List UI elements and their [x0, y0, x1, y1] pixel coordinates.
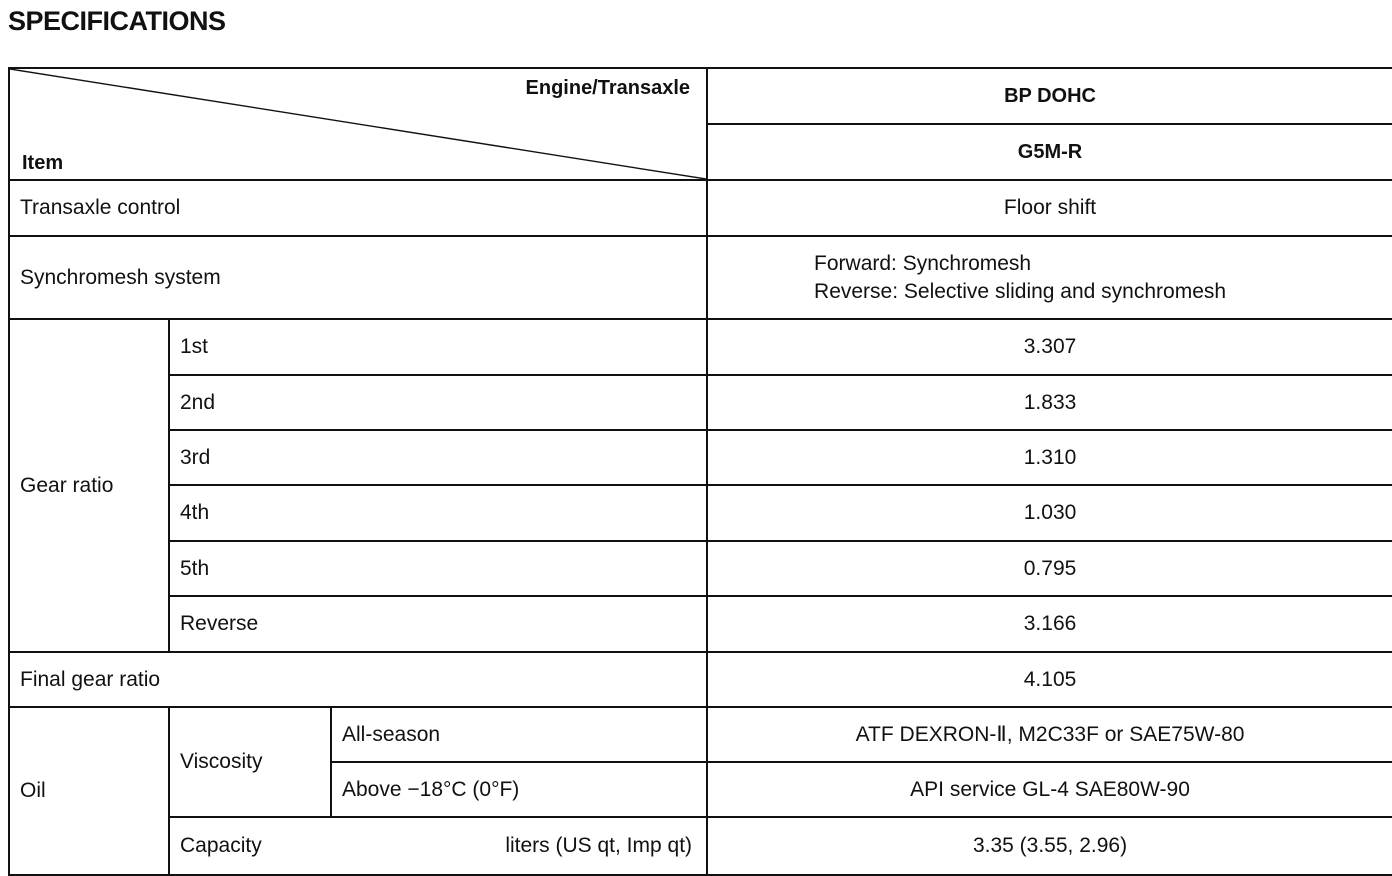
- above-temp-label: Above −18°C (0°F): [331, 762, 707, 817]
- transaxle-header: G5M-R: [707, 124, 1392, 180]
- capacity-cell: [169, 817, 707, 875]
- gear-value: 1.310: [707, 430, 1392, 485]
- gear-label: 2nd: [169, 375, 707, 430]
- table-row: [9, 707, 1392, 762]
- engine-header: BP DOHC: [707, 68, 1392, 124]
- capacity-unit: liters (US qt, Imp qt): [505, 834, 693, 857]
- gear-value: 1.030: [707, 485, 1392, 541]
- gear-label: Reverse: [169, 596, 707, 652]
- item-label: Item: [22, 152, 64, 174]
- synchromesh-label: Synchromesh system: [9, 236, 707, 319]
- table-row: [9, 596, 1392, 652]
- gear-label: 5th: [169, 541, 707, 596]
- table-row: [9, 236, 1392, 319]
- all-season-label: All-season: [331, 707, 707, 762]
- gear-value: 3.166: [707, 596, 1392, 652]
- table-row: [9, 319, 1392, 375]
- viscosity-label: Viscosity: [169, 707, 331, 817]
- synchromesh-reverse: Reverse: Selective sliding and synchromesh: [814, 279, 1227, 303]
- gear-value: 3.307: [707, 319, 1392, 375]
- final-gear-ratio-label: Final gear ratio: [9, 652, 707, 707]
- all-season-value: ATF DEXRON-Ⅱ, M2C33F or SAE75W-80: [707, 707, 1392, 762]
- table-row: [9, 485, 1392, 541]
- gear-label: 3rd: [169, 430, 707, 485]
- final-gear-ratio-value: 4.105: [707, 652, 1392, 707]
- gear-value: 0.795: [707, 541, 1392, 596]
- transaxle-control-value: Floor shift: [707, 180, 1392, 236]
- capacity-value: 3.35 (3.55, 2.96): [707, 817, 1392, 875]
- transaxle-control-label: Transaxle control: [9, 180, 707, 236]
- table-row: [9, 375, 1392, 430]
- synchromesh-forward: Forward: Synchromesh: [814, 251, 1032, 275]
- table-row: [9, 652, 1392, 707]
- engine-transaxle-label: Engine/Transaxle: [525, 77, 691, 99]
- table-row: [9, 430, 1392, 485]
- table-row: [9, 180, 1392, 236]
- gear-label: 4th: [169, 485, 707, 541]
- gear-value: 1.833: [707, 375, 1392, 430]
- oil-label: Oil: [9, 707, 169, 875]
- table-row: [9, 541, 1392, 596]
- header-corner-cell: [9, 68, 707, 180]
- capacity-label: Capacity: [180, 834, 262, 857]
- above-temp-value: API service GL-4 SAE80W-90: [707, 762, 1392, 817]
- specifications-table: [8, 67, 1392, 876]
- gear-label: 1st: [169, 319, 707, 375]
- synchromesh-value: [707, 236, 1392, 319]
- page-title: SPECIFICATIONS: [8, 6, 226, 36]
- table-row: [9, 817, 1392, 875]
- gear-ratio-label: Gear ratio: [9, 319, 169, 652]
